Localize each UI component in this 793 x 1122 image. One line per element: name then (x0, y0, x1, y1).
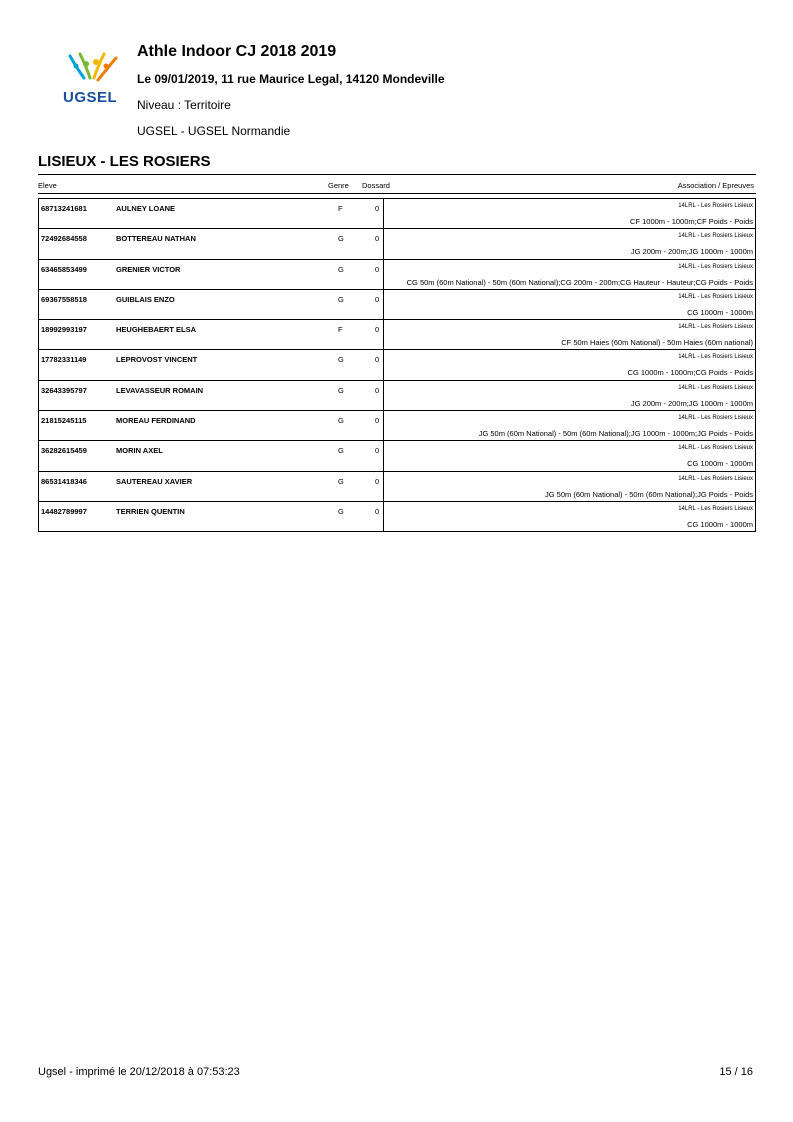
student-association: 14LRL - Les Rosiers Lisieux (678, 324, 753, 331)
student-id: 72492684558 (41, 234, 87, 244)
student-name: AULNEY LOANE (116, 204, 176, 213)
student-id: 36282615459 (41, 446, 87, 456)
column-divider (383, 502, 384, 531)
student-epreuves: CG 1000m - 1000m;CG Poids - Poids (627, 368, 753, 378)
student-genre: F (338, 204, 343, 213)
column-divider (383, 320, 384, 349)
student-name: LEPROVOST VINCENT (116, 355, 198, 365)
student-epreuves: JG 50m (60m National) - 50m (60m National);JG Poids - Poids (545, 489, 753, 499)
table-header (38, 174, 756, 194)
student-genre: G (338, 264, 344, 274)
student-id: 17782331149 (41, 355, 87, 365)
student-id: 68713241681 (41, 204, 87, 213)
table-row (39, 289, 755, 319)
student-genre: G (338, 385, 344, 395)
table-row (39, 319, 755, 349)
table-body (38, 198, 756, 532)
student-name: BOTTEREAU NATHAN (116, 234, 196, 244)
student-id: 86531418346 (41, 476, 87, 486)
student-epreuves: CG 1000m - 1000m (687, 459, 753, 469)
student-association: 14LRL - Les Rosiers Lisieux (678, 293, 753, 300)
student-genre: G (338, 506, 344, 516)
student-dossard: 0 (375, 476, 380, 486)
col-eleve: Eleve (38, 181, 57, 190)
student-association: 14LRL - Les Rosiers Lisieux (678, 505, 753, 512)
student-association: 14LRL - Les Rosiers Lisieux (678, 445, 753, 452)
column-divider (383, 260, 384, 289)
student-dossard: 0 (375, 385, 380, 395)
student-genre: G (338, 294, 344, 304)
logo-figures-icon (70, 54, 116, 80)
table-row (39, 228, 755, 258)
student-id: 14482789997 (41, 506, 87, 516)
student-epreuves: CG 1000m - 1000m (687, 519, 753, 529)
col-genre: Genre (328, 181, 349, 190)
event-title: Athle Indoor CJ 2018 2019 (137, 43, 337, 60)
student-genre: G (338, 234, 344, 244)
column-divider (383, 229, 384, 258)
column-divider (383, 350, 384, 379)
student-dossard: 0 (375, 234, 380, 244)
student-dossard: 0 (375, 325, 380, 335)
column-divider (383, 381, 384, 410)
table-row (39, 440, 755, 470)
student-genre: G (338, 416, 344, 426)
student-association: 14LRL - Les Rosiers Lisieux (678, 475, 753, 482)
column-divider (383, 472, 384, 501)
student-name: GUIBLAIS ENZO (116, 294, 175, 304)
col-dossard: Dossard (362, 181, 390, 190)
student-association: 14LRL - Les Rosiers Lisieux (678, 415, 753, 422)
student-dossard: 0 (375, 506, 380, 516)
student-name: SAUTEREAU XAVIER (116, 476, 193, 486)
event-organization: UGSEL - UGSEL Normandie (137, 124, 291, 138)
student-name: TERRIEN QUENTIN (116, 506, 185, 516)
column-divider (383, 199, 384, 228)
student-dossard: 0 (375, 204, 380, 213)
student-association: 14LRL - Les Rosiers Lisieux (678, 203, 753, 209)
student-dossard: 0 (375, 355, 380, 365)
student-genre: F (338, 325, 343, 335)
student-id: 32643395797 (41, 385, 87, 395)
student-epreuves: JG 200m - 200m;JG 1000m - 1000m (630, 398, 753, 408)
student-dossard: 0 (375, 264, 380, 274)
student-dossard: 0 (375, 294, 380, 304)
student-id: 63465853499 (41, 264, 87, 274)
student-name: MOREAU FERDINAND (116, 416, 196, 426)
event-level: Niveau : Territoire (137, 98, 231, 112)
table-row (39, 501, 755, 531)
student-name: GRENIER VICTOR (116, 264, 181, 274)
column-divider (383, 441, 384, 470)
table-row (39, 349, 755, 379)
table-row (39, 410, 755, 440)
student-id: 21815245115 (41, 416, 87, 426)
print-timestamp: Ugsel - imprimé le 20/12/2018 à 07:53:23 (38, 1066, 240, 1078)
student-genre: G (338, 355, 344, 365)
student-genre: G (338, 476, 344, 486)
student-epreuves: CF 50m Haies (60m National) - 50m Haies (60m national) (561, 338, 753, 348)
school-title: LISIEUX - LES ROSIERS (38, 153, 211, 170)
student-epreuves: CF 1000m - 1000m;CF Poids - Poids (630, 217, 753, 226)
student-name: MORIN AXEL (116, 446, 163, 456)
student-association: 14LRL - Les Rosiers Lisieux (678, 233, 753, 240)
event-date-location: Le 09/01/2019, 11 rue Maurice Legal, 14120 Mondeville (137, 72, 445, 86)
student-association: 14LRL - Les Rosiers Lisieux (678, 354, 753, 361)
column-divider (383, 290, 384, 319)
student-association: 14LRL - Les Rosiers Lisieux (678, 263, 753, 270)
student-id: 69367558518 (41, 294, 87, 304)
participants-table (38, 174, 756, 532)
student-epreuves: CG 1000m - 1000m (687, 307, 753, 317)
student-name: LEVAVASSEUR ROMAIN (116, 385, 204, 395)
table-row (39, 471, 755, 501)
student-epreuves: JG 50m (60m National) - 50m (60m National);JG 1000m - 1000m;JG Poids - Poids (478, 429, 753, 439)
table-row (39, 380, 755, 410)
student-epreuves: CG 50m (60m National) - 50m (60m National);CG 200m - 200m;CG Hauteur - Hauteur;CG Poids - Poids (406, 277, 753, 287)
student-dossard: 0 (375, 446, 380, 456)
student-id: 18992993197 (41, 325, 87, 335)
student-association: 14LRL - Les Rosiers Lisieux (678, 384, 753, 391)
page-number: 15 / 16 (719, 1066, 753, 1078)
table-row (39, 198, 755, 228)
student-dossard: 0 (375, 416, 380, 426)
logo-text: UGSEL (63, 89, 118, 106)
col-association: Association / Epreuves (677, 181, 754, 190)
student-genre: G (338, 446, 344, 456)
student-name: HEUGHEBAERT ELSA (116, 325, 197, 335)
column-divider (383, 411, 384, 440)
table-row (39, 259, 755, 289)
student-epreuves: JG 200m - 200m;JG 1000m - 1000m (630, 247, 753, 257)
